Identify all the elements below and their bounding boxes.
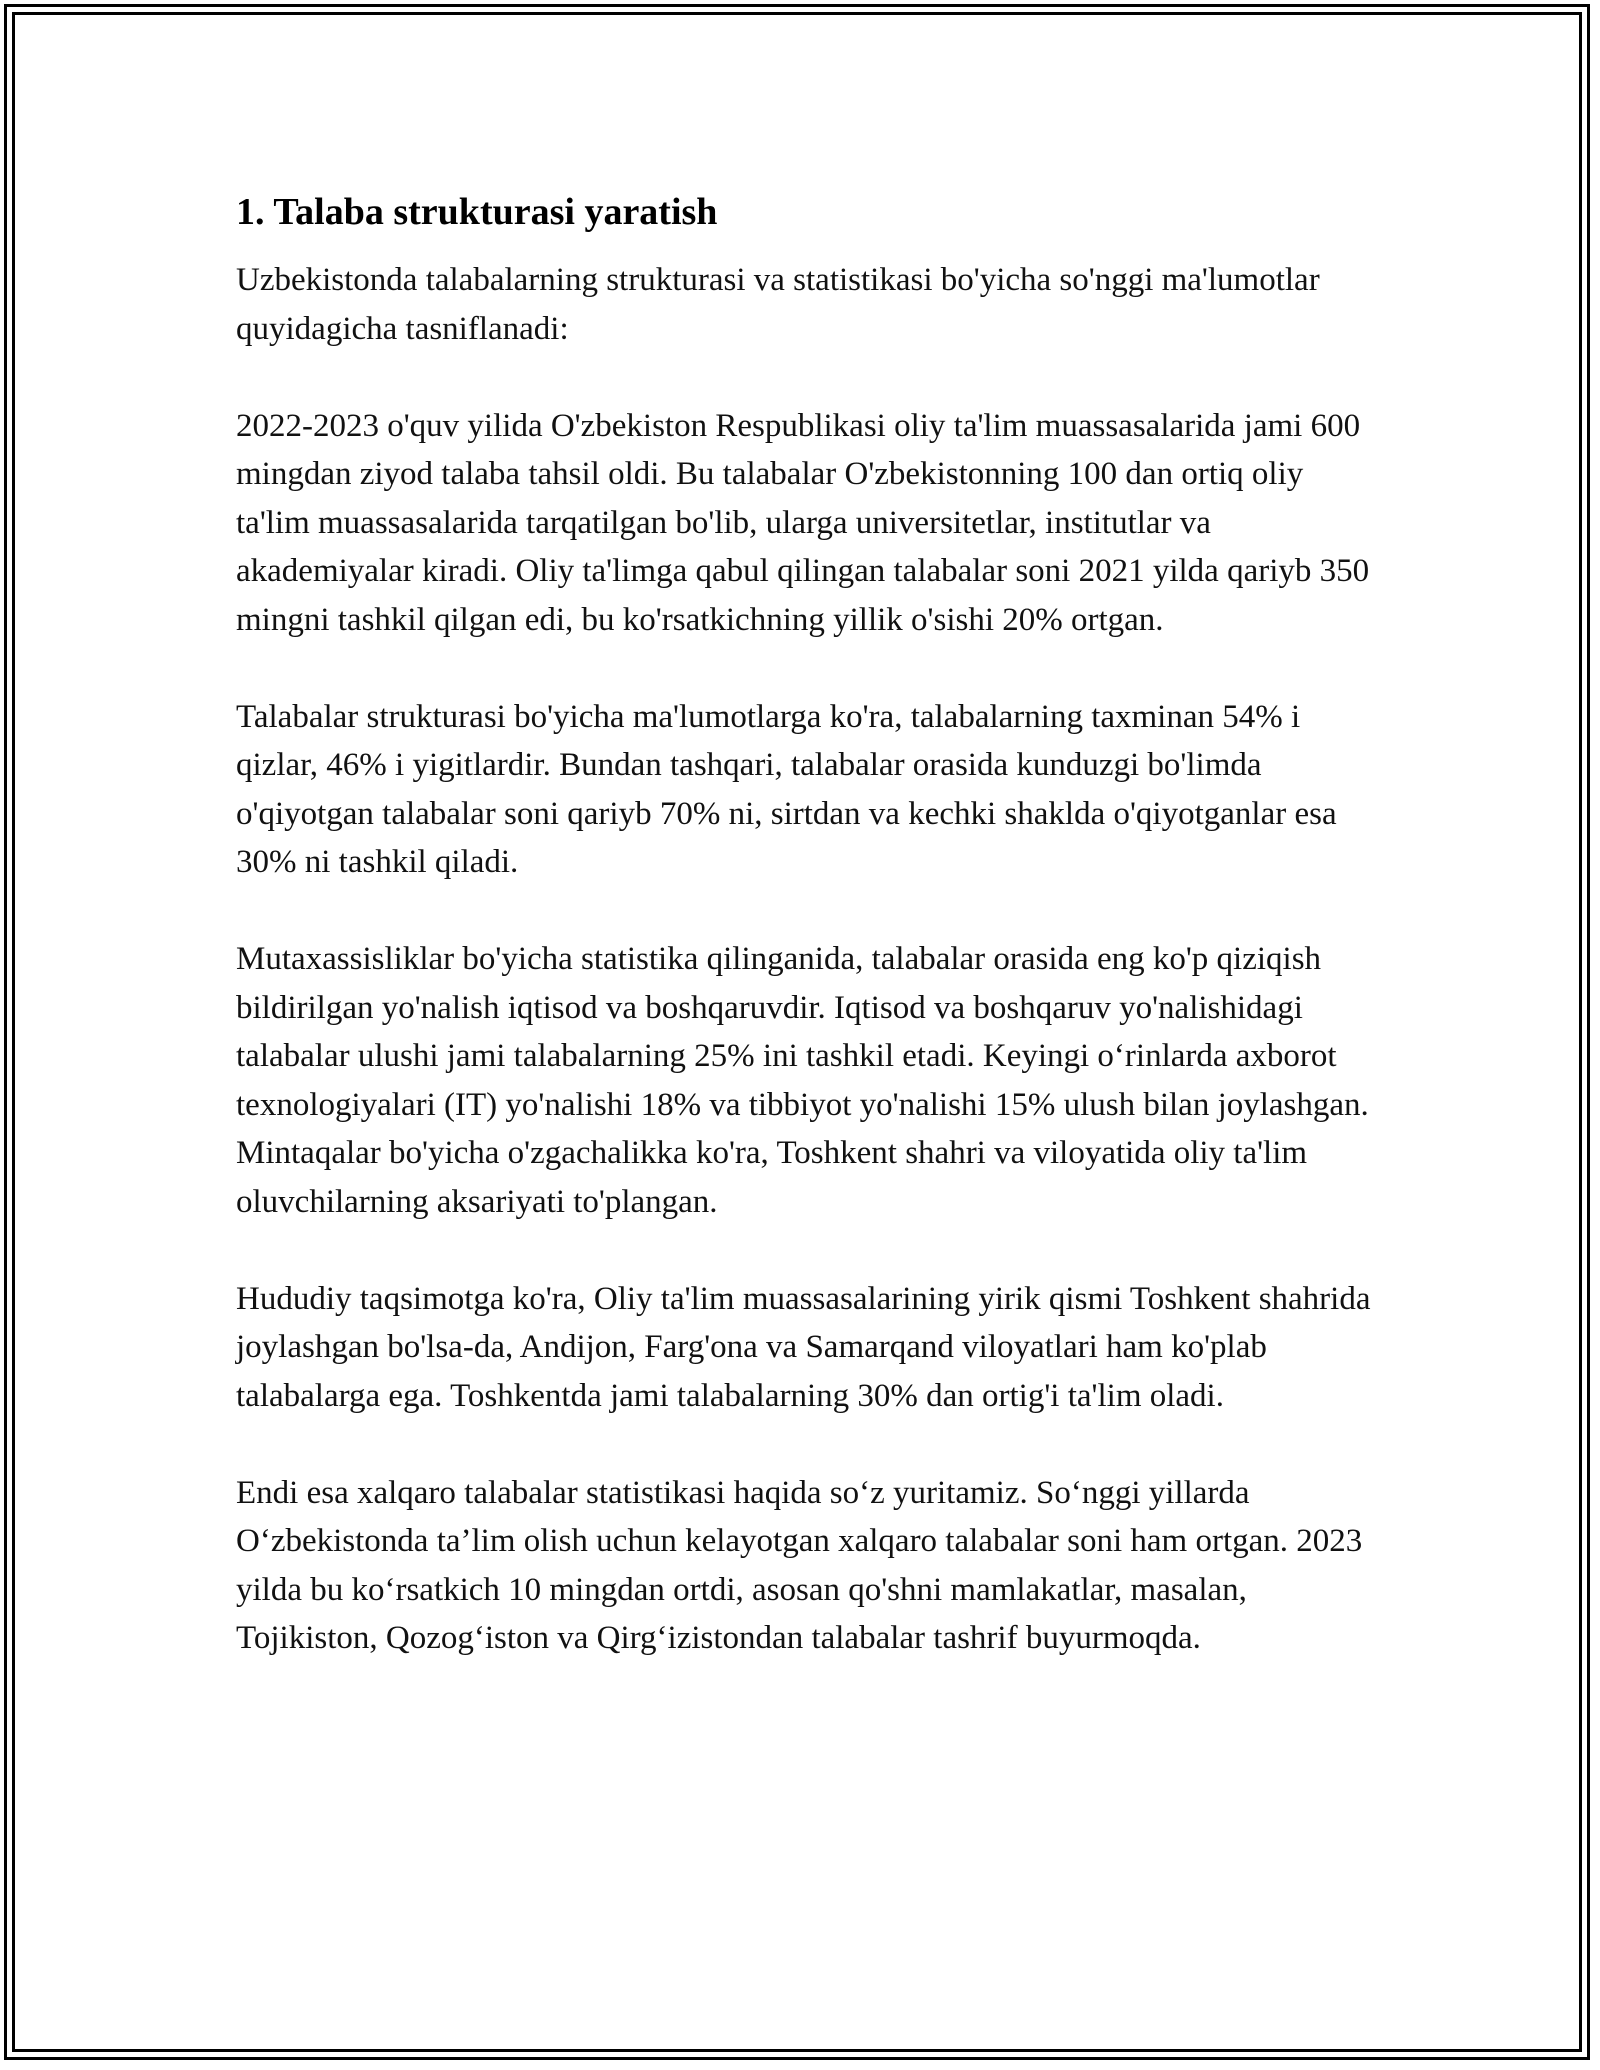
paragraph-specialties: Mutaxassisliklar bo'yicha statistika qilinganida, talabalar orasida eng ko'p qiziqish bildirilgan yo'nalish iqtisod va boshqaruvdir. Iqtisod va boshqaruv yo'nalishidagi talabalar ulushi jami talabalarning 25% ini tashkil etadi. Keyingi o‘rinlarda axborot texnologiyalari (IT) yo'nalishi 18% va tibbiyot yo'nalishi 15% ulush bilan joylashgan. Mintaqalar bo'yicha o'zgachalikka ko'ra, Toshkent shahri va viloyatida oliy ta'lim oluvchilarning aksariyati to'plangan.	[236, 941, 1369, 1220]
document-body	[236, 186, 1376, 1711]
paragraph-gender-study-form: Talabalar strukturasi bo'yicha ma'lumotlarga ko'ra, talabalarning taxminan 54% i qizlar, 46% i yigitlardir. Bundan tashqari, talabalar orasida kunduzgi bo'limda o'qiyotgan talabalar soni qariyb 70% ni, sirtdan va kechki shaklda o'qiyotganlar esa 30% ni tashkil qiladi.	[236, 698, 1337, 880]
paragraph-regional-distribution: Hududiy taqsimotga ko'ra, Oliy ta'lim muassasalarining yirik qismi Toshkent shahrida joylashgan bo'lsa-da, Andijon, Farg'ona va Samarqand viloyatlari ham ko'plab talabalarga ega. Toshkentda jami talabalarning 30% dan ortig'i ta'lim oladi.	[236, 1280, 1371, 1414]
paragraph-intro: Uzbekistonda talabalarning strukturasi va statistikasi bo'yicha so'nggi ma'lumotlar quyidagicha tasniflanadi:	[236, 262, 1320, 347]
paragraph-enrollment: 2022-2023 o'quv yilida O'zbekiston Respublikasi oliy ta'lim muassasalarida jami 600 mingdan ziyod talaba tahsil oldi. Bu talabalar O'zbekistonning 100 dan ortiq oliy ta'lim muassasalarida tarqatilgan bo'lib, ularga universitetlar, institutlar va akademiyalar kiradi. Oliy ta'limga qabul qilingan talabalar soni 2021 yilda qariyb 350 mingni tashkil qilgan edi, bu ko'rsatkichning yillik o'sishi 20% ortgan.	[236, 407, 1370, 638]
section-heading: 1. Talaba strukturasi yaratish	[236, 191, 718, 233]
paragraph-international-students: Endi esa xalqaro talabalar statistikasi haqida so‘z yuritamiz. So‘nggi yillarda O‘zbekistonda ta’lim olish uchun kelayotgan xalqaro talabalar soni ham ortgan. 2023 yilda bu ko‘rsatkich 10 mingdan ortdi, asosan qo'shni mamlakatlar, masalan, Tojikiston, Qozog‘iston va Qirg‘izistondan talabalar tashrif buyurmoqda.	[236, 1474, 1363, 1656]
